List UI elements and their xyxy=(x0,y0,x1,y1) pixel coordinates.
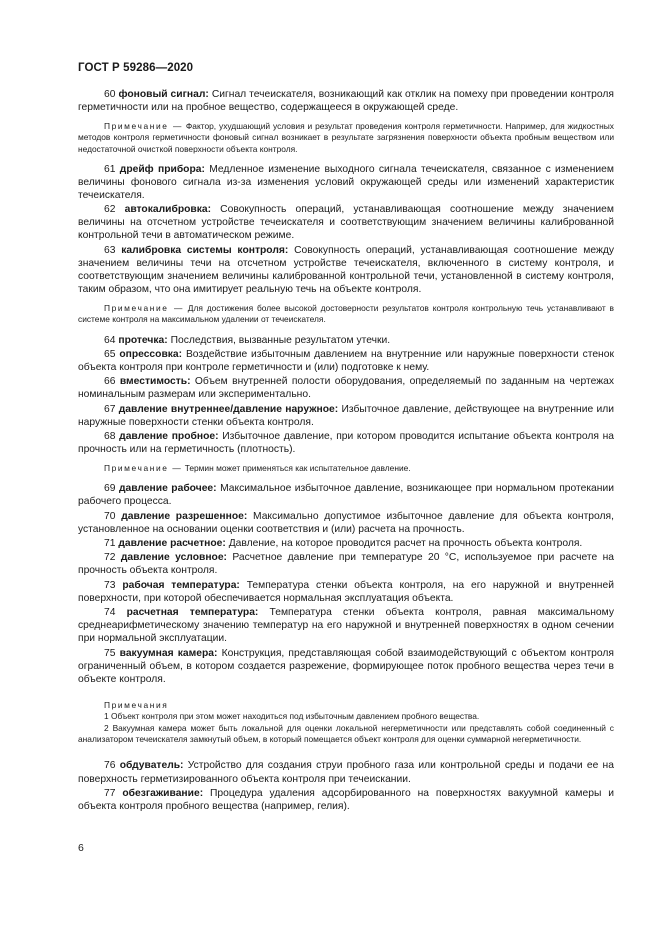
note-text: Фактор, ухудшающий условия и результат проведения контроля герметичности. Например, для жидкостных методов контроля герметичности фоновый сигнал возникает в результате загрязнения поверхности объекта пробным веществом или недостаточной очисткой поверхности объекта контроля. xyxy=(78,121,614,154)
term-entry-65 xyxy=(78,348,614,374)
term-number: 68 xyxy=(104,430,116,442)
term-name: давление разрешенное: xyxy=(121,510,248,522)
term-definition: Конструкция, представляющая собой взаимодействующий с объектом контроля ограниченный объем, в котором создается разрежение, формирующее поток пробного вещества через течи в объекте контроля. xyxy=(78,647,614,685)
term-definition: Расчетное давление при температуре 20 °С, используемое при расчете на прочность объекта контроля. xyxy=(78,552,614,577)
term-entry-76 xyxy=(78,759,614,785)
term-entry-71 xyxy=(78,537,614,550)
term-definition: Температура стенки объекта контроля, на его наружной и внутренней поверхности, при которой обеспечивается нормальная эксплуатация объекта. xyxy=(78,579,614,604)
term-number: 63 xyxy=(104,244,116,256)
term-entry-66 xyxy=(78,375,614,401)
term-entry-68 xyxy=(78,430,614,456)
term-definition: Объем внутренней полости оборудования, определяемый по заданным на чертежах номинальным размерам или экспериментально. xyxy=(78,376,614,401)
term-name: автокалибровка: xyxy=(124,204,212,216)
term-number: 61 xyxy=(104,163,116,175)
term-number: 71 xyxy=(104,538,116,550)
document-body xyxy=(78,88,614,814)
term-name: обезгаживание: xyxy=(122,787,204,799)
term-entry-77 xyxy=(78,787,614,813)
note-label: Примечание — xyxy=(104,121,183,132)
term-name: протечка: xyxy=(118,334,168,346)
term-number: 65 xyxy=(104,348,116,360)
term-definition: Максимально допустимое избыточное давление для объекта контроля, установленное на основании оценки соответствия и (или) расчета на прочность. xyxy=(78,510,614,535)
term-name: вакуумная камера: xyxy=(119,647,218,659)
document-header: ГОСТ Р 59286—2020 xyxy=(78,62,194,74)
term-entry-75 xyxy=(78,647,614,686)
term-number: 75 xyxy=(104,647,116,659)
term-definition: Устройство для создания струи пробного газа или контрольной среды и подачи ее на поверхность герметизированного объекта контроля при течеискании. xyxy=(78,760,614,785)
term-entry-70 xyxy=(78,510,614,536)
term-number: 66 xyxy=(104,376,116,388)
note-label: Примечание — xyxy=(104,303,184,314)
term-definition: Воздействие избыточным давлением на внутренние или наружные поверхности стенок объекта контроля при контроле герметичности и (или) подготовке к нему. xyxy=(78,348,614,373)
term-entry-67 xyxy=(78,403,614,429)
term-entry-64 xyxy=(78,334,614,347)
term-entry-62 xyxy=(78,203,614,242)
term-definition: Совокупность операций, устанавливающая соотношение между значением величины на отсчетном устройстве течеискателя и соответствующим значением величины калиброванной контрольной течи в автоматическом режиме. xyxy=(78,204,614,242)
term-definition: Сигнал течеискателя, возникающий как отклик на помеху при проведении контроля герметичности или на пробное вещество, содержащееся в окружающей среде. xyxy=(78,89,614,114)
term-entry-61 xyxy=(78,163,614,202)
note-60 xyxy=(78,121,614,155)
notes-75 xyxy=(78,700,614,746)
term-name: давление расчетное: xyxy=(118,538,226,550)
term-number: 67 xyxy=(104,403,116,415)
term-number: 72 xyxy=(104,552,116,564)
note-item: 1 Объект контроля при этом может находиться под избыточным давлением пробного вещества. xyxy=(104,711,480,722)
term-name: давление внутреннее/давление наружное: xyxy=(118,403,339,415)
term-number: 60 xyxy=(104,89,116,100)
term-name: давление условное: xyxy=(120,552,227,564)
term-definition: Медленное изменение выходного сигнала течеискателя, связанное с изменением величины фонового сигнала из-за изменения условий окружающей среды или изменений характеристик течеискателя. xyxy=(78,163,614,201)
term-number: 76 xyxy=(104,760,116,772)
term-entry-69 xyxy=(78,482,614,508)
term-definition: Избыточное давление, при котором проводится испытание объекта контроля на прочность или на герметичность (плотность). xyxy=(78,430,614,456)
term-number: 70 xyxy=(104,510,116,522)
term-definition: Избыточное давление, действующее на внутренние или наружные поверхности стенки объекта контроля. xyxy=(78,403,614,428)
term-name: давление пробное: xyxy=(119,430,219,442)
term-name: дрейф прибора: xyxy=(119,163,205,175)
note-63 xyxy=(78,303,614,325)
term-number: 73 xyxy=(104,579,116,591)
note-text: Для достижения более высокой достоверности результатов контроля контрольную течь устанавливают в системе контроля на максимальном удалении от течеискателя. xyxy=(78,303,614,325)
term-name: фоновый сигнал: xyxy=(118,89,209,100)
term-number: 64 xyxy=(104,334,116,346)
term-name: вместимость: xyxy=(119,376,191,388)
note-68 xyxy=(78,463,614,474)
term-number: 77 xyxy=(104,787,116,799)
term-definition: Максимальное избыточное давление, возникающее при нормальном протекании рабочего процесса. xyxy=(78,483,614,508)
note-text: Термин может применяться как испытательное давление. xyxy=(184,463,411,474)
term-definition: Последствия, вызванные результатом утечки. xyxy=(170,334,391,346)
term-definition: Процедура удаления адсорбированного на поверхностях вакуумной камеры и объекта контроля пробного вещества (например, гелия). xyxy=(78,787,614,812)
term-entry-73 xyxy=(78,579,614,605)
term-number: 62 xyxy=(104,204,116,216)
term-definition: Температура стенки объекта контроля, равная максимальному среднеарифметическому значению температур на его наружной и внутренней поверхностях в одном сечении при нормальной эксплуатации. xyxy=(78,607,614,645)
notes-heading: Примечания xyxy=(104,699,169,710)
term-number: 69 xyxy=(104,483,116,495)
term-name: обдуватель: xyxy=(119,760,184,772)
term-name: калибровка системы контроля: xyxy=(121,244,289,256)
term-entry-74 xyxy=(78,606,614,645)
term-definition: Давление, на которое проводится расчет на прочность объекта контроля. xyxy=(228,538,583,550)
term-name: рабочая температура: xyxy=(122,579,240,591)
term-name: давление рабочее: xyxy=(118,483,217,495)
term-entry-72 xyxy=(78,551,614,577)
page-number: 6 xyxy=(78,842,84,854)
term-entry-60 xyxy=(78,88,614,114)
term-number: 74 xyxy=(104,607,116,619)
note-label: Примечание — xyxy=(104,463,183,474)
note-item: 2 Вакуумная камера может быть локальной для оценки локальной негерметичности или представлять собой соединенный с анализатором течеискателя замкнутый объем, в который помещается объект контроля для оценки суммарной негерметичности. xyxy=(78,722,614,745)
term-name: опрессовка: xyxy=(119,348,183,360)
term-name: расчетная температура: xyxy=(126,607,259,619)
term-definition: Совокупность операций, устанавливающая соотношение между значением величины течи на отсчетном устройстве течеискателя, включенного в систему контроля, и соответствующим значением величины калиброванной контрольной течи, установленной в систему контроля, таким образом, что она имитирует реальную течь на объекте контроля. xyxy=(78,244,614,296)
term-entry-63 xyxy=(78,244,614,296)
